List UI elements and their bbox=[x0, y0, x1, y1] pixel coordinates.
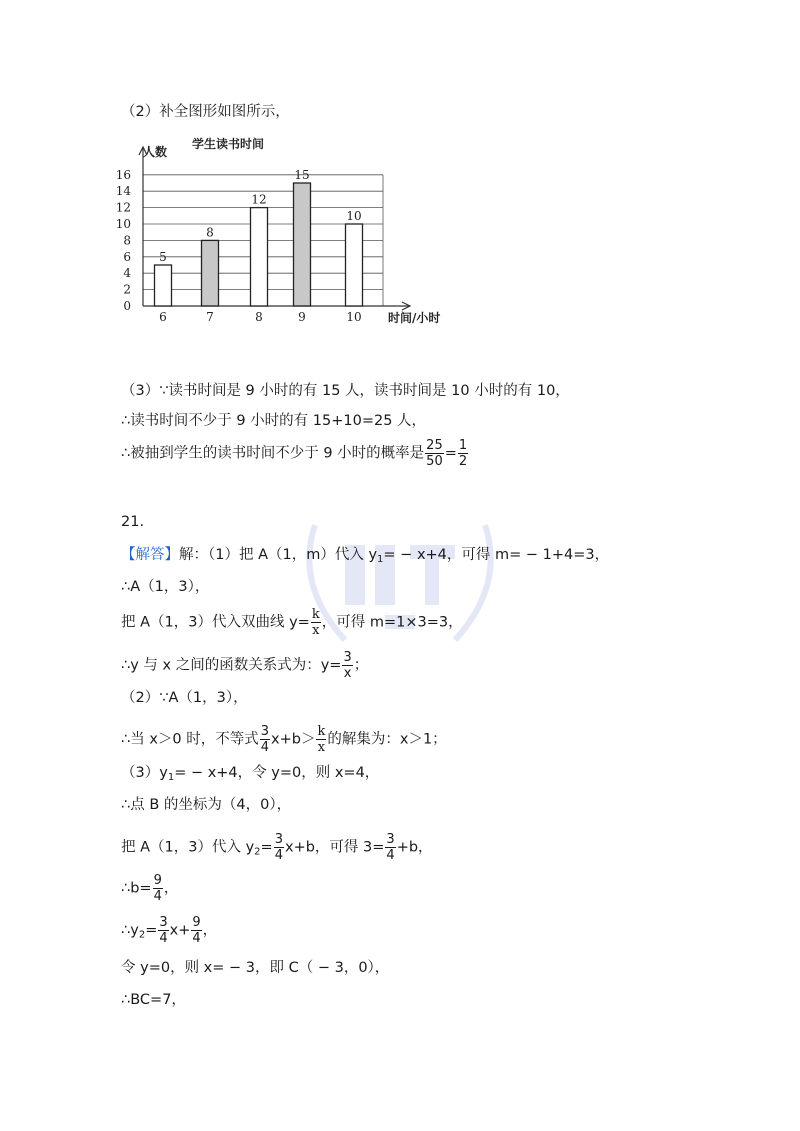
subscript: 1 bbox=[167, 772, 175, 783]
solution-line10 bbox=[121, 873, 178, 904]
solution-line1 bbox=[121, 545, 609, 570]
text: ， bbox=[163, 880, 179, 897]
fraction-denominator: x bbox=[312, 623, 320, 638]
fraction-numerator: 3 bbox=[274, 832, 283, 847]
solution-line9 bbox=[121, 832, 433, 863]
text: 把 A（1，3）代入双曲线 y= bbox=[121, 614, 310, 631]
fraction-numerator: 9 bbox=[192, 915, 201, 930]
fraction-9-4 bbox=[153, 873, 163, 904]
subscript: 2 bbox=[254, 846, 261, 858]
fraction-k-x bbox=[311, 607, 321, 638]
fraction-3-x bbox=[342, 650, 352, 681]
x-tick-label: 7 bbox=[206, 310, 214, 324]
text: = − x+4，令 y=0，则 x=4， bbox=[174, 765, 380, 781]
bar-value-label: 15 bbox=[294, 168, 310, 182]
bar-value-label: 8 bbox=[206, 225, 214, 240]
solution-line2: ∴A（1，3）， bbox=[121, 579, 210, 595]
x-tick-label: 9 bbox=[298, 310, 306, 324]
fraction-3-4 bbox=[158, 915, 168, 946]
fraction-denominator: x bbox=[343, 666, 352, 681]
solution-line7 bbox=[121, 763, 379, 788]
y-tick-label: 6 bbox=[123, 249, 131, 264]
bar bbox=[155, 265, 172, 306]
solution-line13: ∴BC=7， bbox=[121, 992, 186, 1008]
fraction-denominator: 4 bbox=[386, 848, 395, 863]
fraction-numerator: 25 bbox=[426, 438, 443, 453]
y-tick-label: 2 bbox=[123, 282, 131, 297]
text: ∴b= bbox=[121, 880, 152, 897]
fraction-numerator: 3 bbox=[159, 915, 168, 930]
fraction-denominator: 4 bbox=[274, 848, 283, 863]
part2-heading: （2）补全图形如图所示， bbox=[121, 104, 290, 120]
text: +b， bbox=[396, 839, 433, 856]
fraction-3-4 bbox=[260, 724, 270, 755]
fraction-3-4 bbox=[274, 832, 284, 863]
solution-line6 bbox=[121, 724, 447, 755]
text: 解：（1）把 A（1，m）代入 y bbox=[179, 547, 378, 563]
text: ，可得 m=1×3=3， bbox=[321, 614, 463, 631]
fraction-3-4 bbox=[385, 832, 395, 863]
fraction-denominator: 4 bbox=[153, 889, 162, 904]
part3-line3 bbox=[121, 438, 469, 469]
reading-time-bar-chart bbox=[110, 128, 460, 328]
fraction-numerator: 3 bbox=[343, 650, 352, 665]
fraction-denominator: 4 bbox=[192, 931, 201, 946]
part3-line3-text: ∴被抽到学生的读书时间不少于 9 小时的概率是 bbox=[121, 445, 425, 462]
fraction-denominator: 4 bbox=[159, 931, 168, 946]
bar-value-label: 5 bbox=[159, 250, 167, 264]
bar bbox=[251, 208, 268, 306]
fraction-k-x bbox=[316, 724, 326, 755]
bar-value-label: 10 bbox=[346, 209, 362, 223]
x-axis-label: 时间/小时 bbox=[388, 311, 441, 325]
fraction-numerator: k bbox=[317, 724, 326, 739]
part3-line2: ∴读书时间不少于 9 小时的有 15+10=25 人， bbox=[121, 413, 427, 429]
fraction-numerator: 3 bbox=[260, 724, 270, 739]
solution-label: 【解答】 bbox=[121, 547, 179, 563]
fraction-numerator: 9 bbox=[153, 873, 162, 888]
axes bbox=[139, 147, 410, 310]
fraction-denominator: x bbox=[317, 740, 326, 755]
text: 的解集为：x＞1； bbox=[327, 731, 447, 748]
text: （3）y bbox=[121, 765, 168, 781]
bar bbox=[294, 183, 311, 306]
solution-line8: ∴点 B 的坐标为（4，0）， bbox=[121, 797, 292, 813]
part3-line1: （3）∵读书时间是 9 小时的有 15 人，读书时间是 10 小时的有 10， bbox=[121, 383, 570, 399]
bar bbox=[346, 224, 363, 306]
x-tick-label: 8 bbox=[255, 310, 263, 324]
fraction-numerator: k bbox=[311, 607, 320, 622]
text: x+b＞ bbox=[271, 731, 316, 748]
y-tick-label: 0 bbox=[123, 299, 131, 313]
fraction-denominator: 2 bbox=[458, 454, 468, 469]
fraction-25-50 bbox=[425, 438, 444, 469]
solution-line12: 令 y=0，则 x= − 3，即 C（ − 3，0）， bbox=[121, 960, 390, 976]
y-tick-label: 4 bbox=[123, 266, 131, 281]
text: x+ bbox=[169, 922, 191, 939]
solution-line3 bbox=[121, 607, 463, 638]
y-tick-label: 12 bbox=[115, 200, 131, 215]
y-axis-label: 人数 bbox=[143, 145, 168, 159]
fraction-numerator: 3 bbox=[386, 832, 395, 847]
subscript: 2 bbox=[138, 929, 146, 941]
equals-sign: = bbox=[145, 922, 158, 939]
bar-value-label: 12 bbox=[251, 192, 267, 207]
fraction-9-4 bbox=[191, 915, 201, 946]
text: ∴y bbox=[121, 922, 139, 939]
fraction-denominator: 50 bbox=[426, 454, 443, 469]
y-tick-label: 16 bbox=[115, 167, 131, 182]
subscript: 1 bbox=[377, 554, 384, 565]
fraction-denominator: 4 bbox=[260, 740, 270, 755]
text: 把 A（1，3）代入 y bbox=[121, 839, 255, 856]
solution-line11 bbox=[121, 915, 217, 946]
chart-title: 学生读书时间 bbox=[192, 137, 265, 151]
equals-sign: = bbox=[260, 839, 273, 856]
text: ∴当 x＞0 时，不等式 bbox=[121, 731, 259, 748]
bar bbox=[202, 240, 219, 306]
solution-line4 bbox=[121, 650, 368, 681]
question-number: 21. bbox=[121, 514, 145, 530]
solution-line5: （2）∵A（1，3）， bbox=[121, 690, 248, 706]
text: = − x+4，可得 m= − 1+4=3， bbox=[383, 547, 610, 563]
equals-sign: = bbox=[444, 445, 457, 462]
y-tick-label: 10 bbox=[115, 217, 131, 231]
text: ∴y 与 x 之间的函数关系式为：y= bbox=[121, 657, 342, 674]
text: ； bbox=[353, 657, 369, 674]
x-tick-label: 6 bbox=[159, 310, 167, 324]
fraction-numerator: 1 bbox=[458, 438, 468, 453]
y-tick-label: 8 bbox=[123, 233, 131, 248]
text: x+b，可得 3= bbox=[284, 839, 385, 856]
text: ， bbox=[202, 922, 218, 939]
fraction-1-2 bbox=[458, 438, 468, 469]
x-tick-label: 10 bbox=[346, 310, 362, 324]
y-tick-label: 14 bbox=[115, 184, 131, 199]
